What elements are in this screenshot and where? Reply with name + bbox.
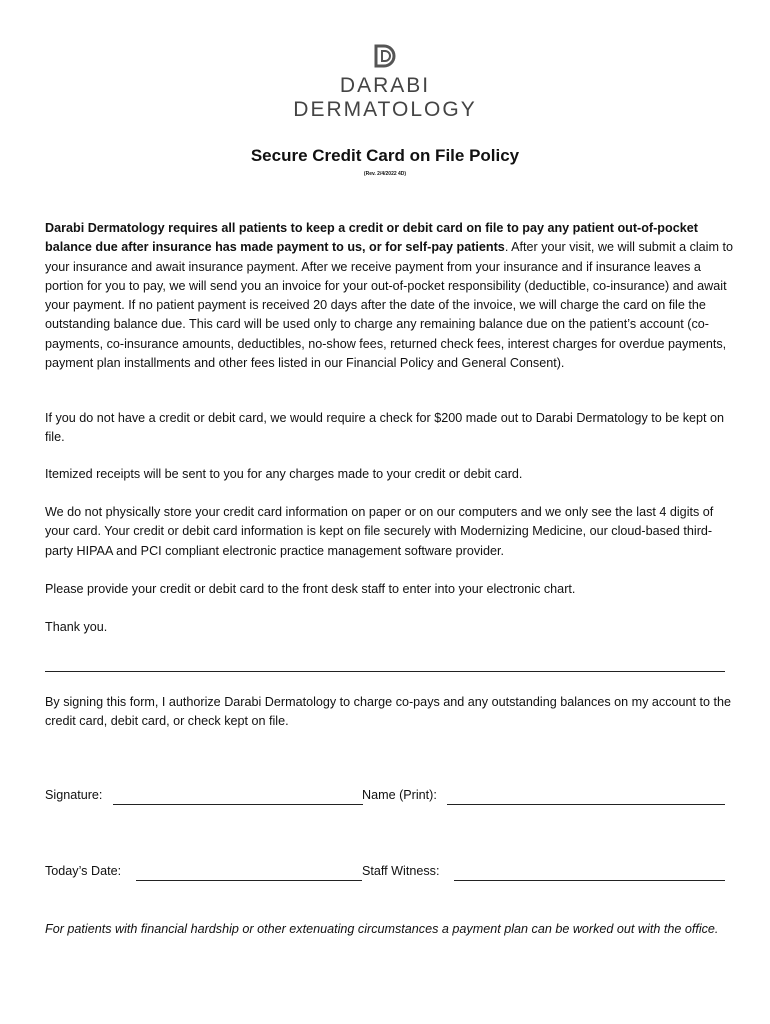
- hardship-note: For patients with financial hardship or other extenuating circumstances a payment plan can be worked out with the office.: [45, 922, 719, 936]
- logo-text-line1: DARABI: [339, 74, 431, 97]
- policy-paragraph: [45, 219, 735, 373]
- policy-details: . After your visit, we will submit a claim to your insurance and await insurance payment. After we receive payment from your insurance and if insurance leaves a portion for you to pay, we will send you an invoice for your out-of-pocket responsibility (deductible, co-insurance) and await your payment. If no patient payment is received 20 days after the date of the invoice, we will charge the card on file the outstanding balance due. This card will be used only to charge any remaining balance due on the patient’s account (co-payments, co-insurance amounts, deductibles, no-show fees, returned check fees, interest charges for overdue payments, payment plan installments and other fees listed in our Financial Policy and General Consent).: [45, 240, 733, 371]
- signature-field[interactable]: [113, 804, 363, 805]
- policy-requirement-bold: Darabi Dermatology requires all patients to keep a credit or debit card on file to pay any patient out-of-pocket balance due after insurance has made payment to us, or for self-pay patients: [45, 221, 698, 255]
- security-paragraph: We do not physically store your credit card information on paper or on our computers and we only see the last 4 digits of your card. Your credit or debit card information is kept on file securely with Modernizing Medicine, our cloud-based third-party HIPAA and PCI compliant electronic practice management software provider.: [45, 505, 714, 558]
- d-monogram-icon: [374, 44, 396, 68]
- logo: [0, 44, 770, 122]
- document-title: Secure Credit Card on File Policy: [250, 146, 520, 165]
- logo-text-line2: DERMATOLOGY: [293, 98, 477, 121]
- name-print-field[interactable]: [447, 804, 725, 805]
- signature-label: Signature:: [45, 788, 103, 802]
- todays-date-field[interactable]: [136, 880, 362, 881]
- divider-line: [45, 671, 725, 672]
- todays-date-label: Today’s Date:: [45, 864, 122, 878]
- authorization-paragraph: By signing this form, I authorize Darabi Dermatology to charge co-pays and any outstanding balances on my account to the credit card, debit card, or check kept on file.: [45, 695, 732, 729]
- staff-witness-label: Staff Witness:: [362, 864, 440, 878]
- name-print-label: Name (Print):: [362, 788, 437, 802]
- thank-you-text: Thank you.: [45, 620, 108, 634]
- instruction-paragraph: Please provide your credit or debit card to the front desk staff to enter into your electronic chart.: [45, 582, 576, 596]
- receipts-paragraph: Itemized receipts will be sent to you for any charges made to your credit or debit card.: [45, 467, 523, 481]
- staff-witness-field[interactable]: [454, 880, 725, 881]
- check-alternative-paragraph: If you do not have a credit or debit card, we would require a check for $200 made out to Darabi Dermatology to be kept on file.: [45, 411, 725, 445]
- revision-note: (Rev. 2/4/2022 4D): [363, 171, 407, 177]
